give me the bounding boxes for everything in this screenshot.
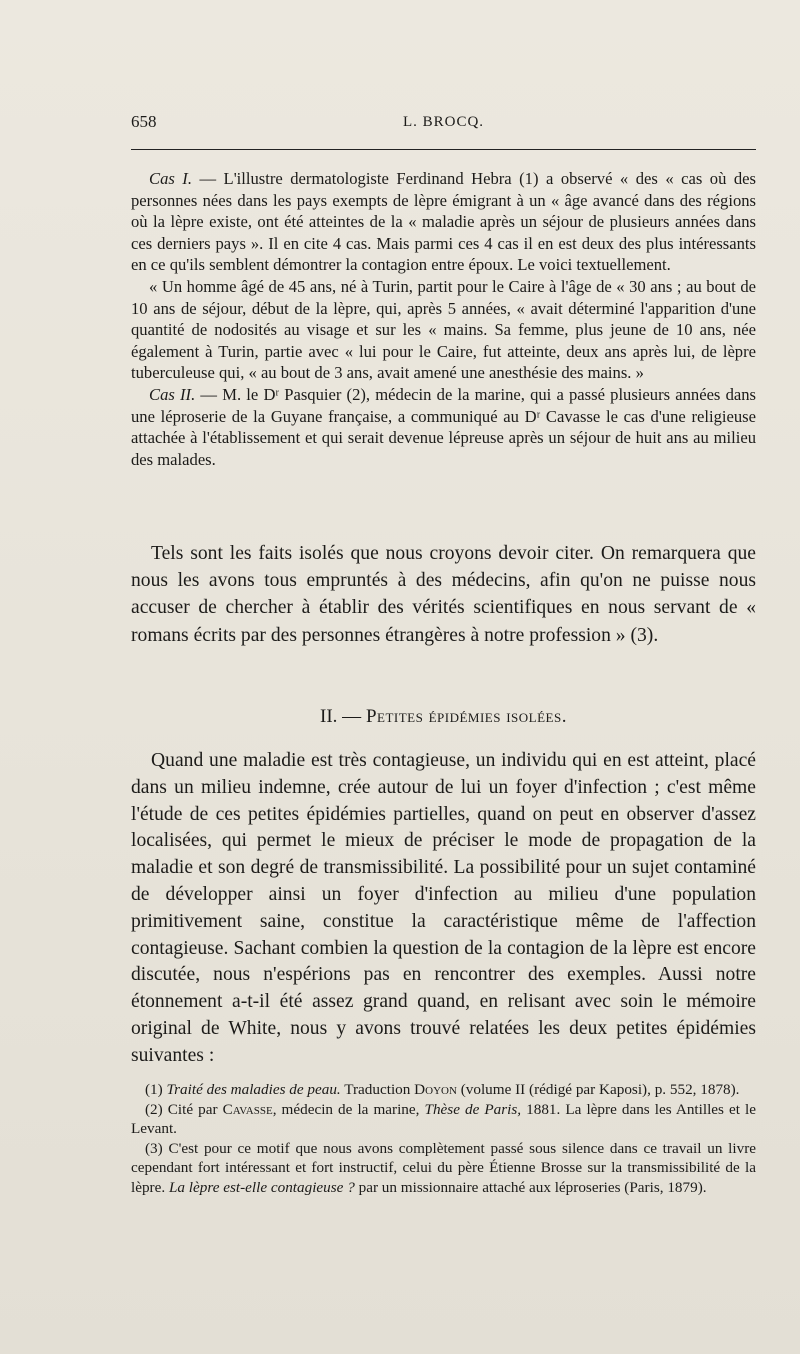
- page-header: [131, 112, 756, 140]
- section-number: II. —: [320, 706, 362, 727]
- footnote-3: [131, 1139, 756, 1198]
- case-one-quote: « Un homme âgé de 45 ans, né à Turin, partit pour le Caire à l'âge de « 30 ans ; au bout de 10 ans de séjour, début de la lèpre, qui, après 5 années, « avait déterminé l'apparition d'une quantité de nodosités au visage et sur les « mains. Sa femme, plus jeune de 10 ans, née également à Turin, partie avec « lui pour le Caire, fut atteinte, deux ans après lui, de lèpre tuberculeuse qui, « au bout de 3 ans, avait amené une anesthésie des mains. »: [131, 276, 756, 383]
- footnote-text: , médecin de la marine,: [272, 1100, 425, 1118]
- case-two-label: Cas II.: [149, 384, 196, 404]
- footnote-title: La lèpre est-elle contagieuse ?: [168, 1178, 355, 1196]
- footnote-marker: (2): [145, 1100, 163, 1118]
- footnote-text: Cité par: [162, 1100, 223, 1118]
- footnote-title: Thèse de Paris,: [424, 1100, 522, 1118]
- isolated-facts-block: [131, 540, 756, 649]
- section-title: Petites épidémies isolées.: [365, 706, 567, 727]
- case-two-text: — M. le Dʳ Pasquier (2), médecin de la marine, qui a passé plusieurs années dans une léproserie de la Guyane française, a communiqué au Dʳ Cavasse le cas d'une religieuse attachée à l'établissement et qui serait devenue lépreuse après un séjour de huit ans au milieu des malades.: [131, 384, 756, 469]
- running-head: L. BROCQ.: [402, 114, 485, 130]
- case-one-paragraph: [131, 168, 756, 276]
- footnote-1: [131, 1080, 756, 1100]
- footnote-text: par un missionnaire attaché aux léproseries (Paris, 1879).: [354, 1178, 707, 1196]
- footnote-marker: (3): [145, 1139, 163, 1157]
- footnote-text: C'est pour ce motif que nous avons complètement passé sous silence dans ce travail un livre cependant fort intéressant et fort instructif, celui du père Étienne Brosse sur la transmissibilité de la lèpre.: [131, 1139, 756, 1196]
- section-heading: [131, 706, 756, 728]
- footnote-text: Traduction: [340, 1081, 415, 1098]
- page-number: 658: [131, 112, 157, 131]
- case-two-paragraph: [131, 384, 756, 470]
- header-rule: [131, 149, 756, 150]
- footnote-text: (volume II (rédigé par Kaposi), p. 552, 1878).: [456, 1081, 740, 1098]
- isolated-facts-paragraph: Tels sont les faits isolés que nous croyons devoir citer. On remarquera que nous les avons tous empruntés à des médecins, afin qu'on ne puisse nous accuser de chercher à établir des vérités scientifiques en nous servant de « romans écrits par des personnes étrangères à notre profession » (3).: [131, 543, 756, 646]
- footnotes: [131, 1080, 756, 1198]
- footnote-title: Traité des maladies de peau.: [166, 1081, 341, 1098]
- section-body: [131, 748, 756, 1070]
- section-paragraph: Quand une maladie est très contagieuse, un individu qui en est atteint, placé dans un milieu indemne, crée autour de lui un foyer d'infection ; c'est même l'étude de ces petites épidémies partielles, quand on peut en observer d'assez localisées, qui permet le mieux de préciser le mode de propagation de la maladie et son degré de transmissibilité. La possibilité pour un sujet contaminé de développer ainsi un foyer d'infection au milieu d'une population primitivement saine, constitue la caractéristique même de l'affection contagieuse. Sachant combien la question de la contagion de la lèpre est encore discutée, nous n'espérions pas en rencontrer des exemples. Aussi notre étonnement a-t-il été assez grand quand, en relisant avec soin le mémoire original de White, nous y avons trouvé relatées les deux petites épidémies suivantes :: [131, 750, 756, 1066]
- footnote-author: Cavasse: [222, 1100, 273, 1118]
- footnote-author: Doyon: [414, 1081, 457, 1098]
- footnote-text: 1881. La lèpre dans les Antilles et le Levant.: [131, 1100, 756, 1138]
- footnote-2: [131, 1100, 756, 1139]
- cases-block: [131, 168, 756, 470]
- case-one-text: — L'illustre dermatologiste Ferdinand Hebra (1) a observé « des « cas où des personnes nées dans les pays exempts de lèpre émigrant à un « âge avancé dans des régions où la lèpre existe, ont été atteintes de la « maladie après un séjour de plusieurs années dans ces derniers pays ». Il en cite 4 cas. Mais parmi ces 4 cas il en est deux des plus intéressants en ce qu'ils semblent démontrer la contagion entre époux. Le voici textuellement.: [131, 169, 756, 275]
- footnote-marker: (1): [145, 1081, 163, 1098]
- case-one-label: Cas I.: [149, 169, 192, 188]
